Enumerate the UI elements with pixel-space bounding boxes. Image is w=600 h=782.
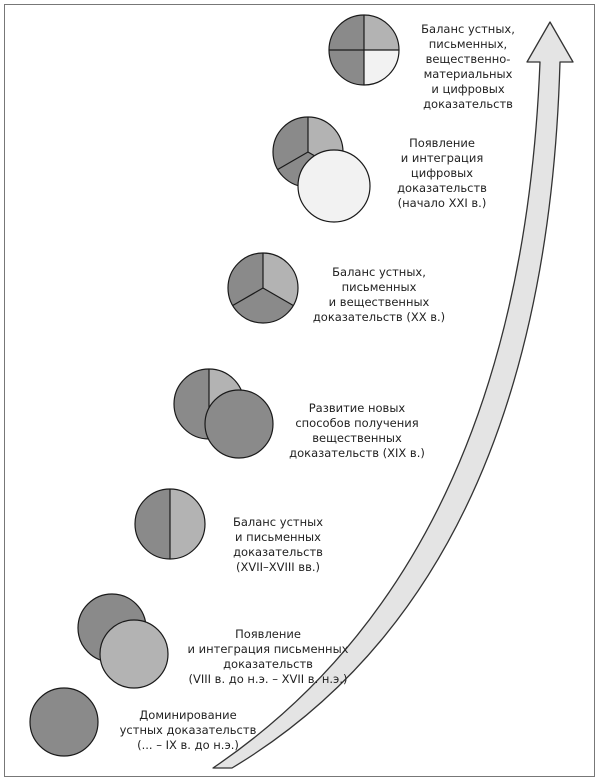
material-evidence-circle — [205, 390, 273, 458]
stage-label-digital-emergence: Появление и интеграция цифровых доказательств (начало XXI в.) — [397, 136, 487, 210]
digital-evidence-circle — [298, 150, 370, 222]
four-way-balance-pie — [329, 15, 399, 85]
oral-evidence-circle — [30, 688, 98, 756]
stage-label-oral-dominance: Доминирование устных доказательств (... – IX в. до н.э.) — [119, 708, 257, 752]
three-way-balance-pie — [228, 253, 298, 323]
stage-label-three-way-balance: Баланс устных, письменных и вещественных доказательств (XX в.) — [312, 265, 446, 324]
oral-written-balance-pie — [135, 489, 205, 559]
written-evidence-circle — [100, 620, 168, 688]
stage-label-written-emergence: Появление и интеграция письменных доказательств (VIII в. до н.э. – XVII в. н.э.) — [187, 627, 349, 686]
stage-label-four-way-balance: Баланс устных, письменных, вещественно- материальных и цифровых доказательств — [421, 22, 515, 111]
stage-label-oral-written-balance: Баланс устных и письменных доказательств (XVII–XVIII вв.) — [232, 515, 324, 574]
stage-label-material-methods: Развитие новых способов получения вещественных доказательств (XIX в.) — [289, 401, 425, 460]
